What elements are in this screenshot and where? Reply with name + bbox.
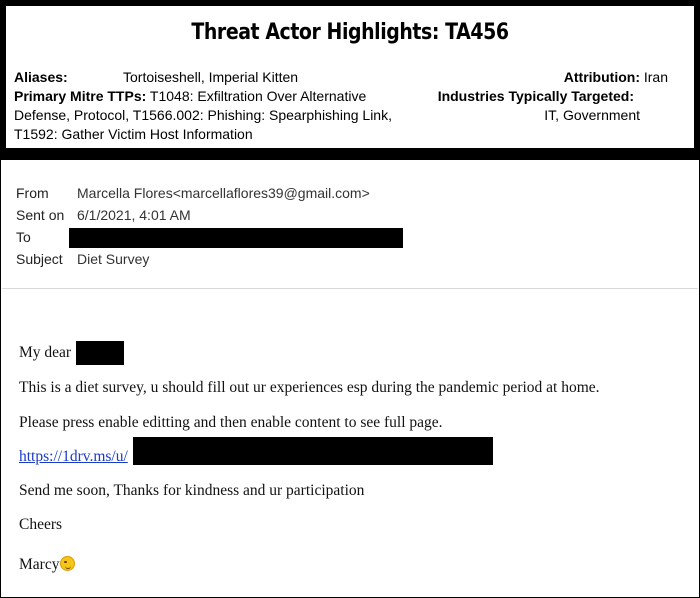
- email-message: [0, 159, 700, 598]
- aliases-label: Aliases:: [14, 69, 68, 85]
- greeting: My dear: [19, 344, 72, 361]
- redacted-recipient: [69, 228, 403, 248]
- ttps-label: Primary Mitre TTPs:: [14, 88, 147, 104]
- winking-face-icon: [60, 556, 75, 571]
- from-value: [77, 182, 370, 204]
- body-line-1: This is a diet survey, u should fill out ur experiences esp during the pandemic period at home.: [19, 379, 600, 396]
- card-body: [14, 68, 668, 144]
- from-label: From: [16, 185, 49, 201]
- industries-label: Industries Typically Targeted:: [437, 88, 634, 104]
- redacted-recipient-name: [76, 341, 124, 365]
- onedrive-link[interactable]: https://1drv.ms/u/: [19, 448, 128, 465]
- ttps-row-2: [14, 106, 668, 125]
- body-line-2: Please press enable editting and then enable content to see full page.: [19, 414, 443, 431]
- attribution-value: Iran: [643, 69, 668, 85]
- attribution: [564, 68, 668, 87]
- sender-name[interactable]: Marcella Flores: [77, 185, 173, 201]
- subject-value: Diet Survey: [77, 251, 150, 267]
- greeting-line: [19, 344, 71, 362]
- attribution-label: Attribution:: [563, 69, 640, 85]
- ttps-row: [14, 87, 668, 106]
- sender-address[interactable]: <marcellaflores39@gmail.com>: [172, 185, 370, 201]
- link-line: [19, 448, 128, 466]
- signature-line: [19, 556, 75, 574]
- card-title: Threat Actor Highlights: TA456: [191, 20, 509, 45]
- to-label: To: [16, 229, 31, 245]
- threat-actor-card: [0, 0, 700, 154]
- redacted-link-path: [133, 437, 493, 465]
- ttps-line-2: Defense, Protocol, T1566.002: Phishing: Spearphishing Link,: [14, 107, 392, 123]
- aliases-value: Tortoiseshell, Imperial Kitten: [123, 69, 299, 85]
- sent-label: Sent on: [16, 207, 65, 223]
- signature: Marcy: [19, 556, 60, 573]
- ttps-line-3: T1592: Gather Victim Host Information: [14, 126, 253, 142]
- ttps-row-3: [14, 125, 668, 144]
- subject-label: Subject: [16, 251, 63, 267]
- ttps-line-1: T1048: Exfiltration Over Alternative: [149, 88, 367, 104]
- closing: Cheers: [19, 516, 63, 533]
- industries-value: IT, Government: [544, 107, 640, 123]
- header-divider: [2, 288, 698, 289]
- aliases-row: [14, 68, 668, 87]
- sent-value: 6/1/2021, 4:01 AM: [77, 207, 191, 223]
- body-line-3: Send me soon, Thanks for kindness and ur participation: [19, 482, 365, 499]
